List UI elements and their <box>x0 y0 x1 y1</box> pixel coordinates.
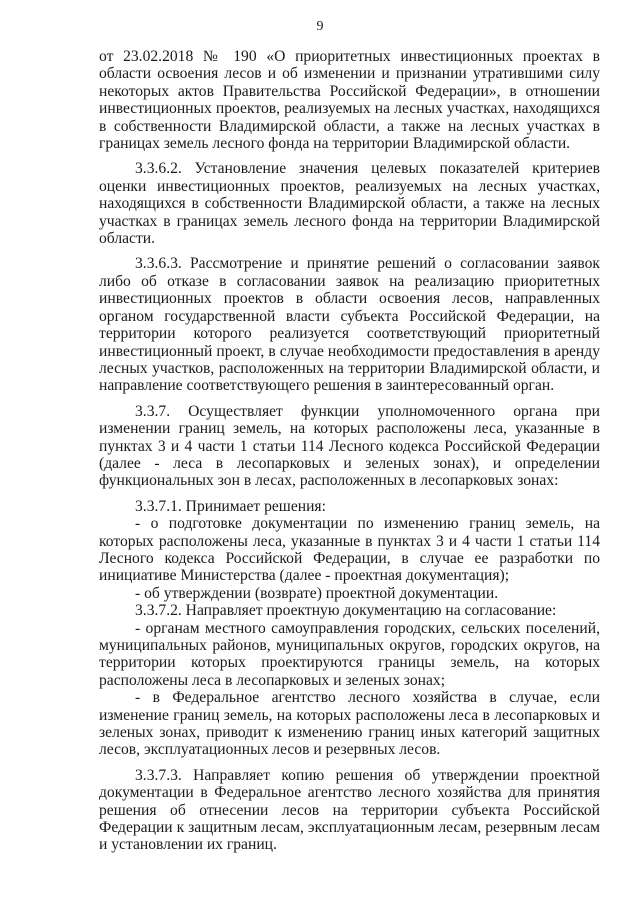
paragraph-3-3-7-3: 3.3.7.3. Направляет копию решения об утверждении проектной документации в Федеральное агентство лесного хозяйства для принятия решения об отнесении лесов на территории субъекта Российской Федерации к защитным лесам, эксплуатационным лесам, резервным лесам и установлении их границ. <box>99 766 600 854</box>
paragraph-3-3-6-2: 3.3.6.2. Установление значения целевых показателей критериев оценки инвестиционных проектов, реализуемых на лесных участках, находящихся в собственности Владимирской области, а также на лесных участках в границах земель лесного фонда на территории Владимирской области. <box>99 160 600 248</box>
page-number: 9 <box>316 19 324 34</box>
paragraph-3-3-7-2: 3.3.7.2. Направляет проектную документацию на согласование: <box>135 602 557 620</box>
paragraph-3-3-7-1: 3.3.7.1. Принимает решения: <box>135 497 326 515</box>
document-body <box>99 48 600 854</box>
paragraph-3-3-7: 3.3.7. Осуществляет функции уполномоченного органа при изменении границ земель, на которых расположены леса, указанные в пунктах 3 и 4 части 1 статьи 114 Лесного кодекса Российской Федерации (далее - леса в лесопарковых и зеленых зонах), и определении функциональных зон в лесах, расположенных в лесопарковых зонах: <box>99 402 600 490</box>
list-item-preparation: - о подготовке документации по изменению границ земель, на которых расположены леса, указанные в пунктах 3 и 4 части 1 статьи 114 Лесного кодекса Российской Федерации, в случае ее разработки по инициативе Министерства (далее - проектная документация); <box>99 515 600 585</box>
paragraph-continuation: от 23.02.2018 № 190 «О приоритетных инвестиционных проектах в области освоения лесов и об изменении и признании утратившими силу некоторых актов Правительства Российской Федерации», в отношении инвестиционных проектов, реализуемых на лесных участках, находящихся в собственности Владимирской области, а также на лесных участках в границах земель лесного фонда на территории Владимирской области. <box>99 48 600 153</box>
paragraph-3-3-6-3: 3.3.6.3. Рассмотрение и принятие решений о согласовании заявок либо об отказе в согласовании заявок на реализацию приоритетных инвестиционных проектов в области освоения лесов, направленных органом государственной власти субъекта Российской Федерации, на территории которого реализуется соответствующий приоритетный инвестиционный проект, в случае необходимости предоставления в аренду лесных участков, расположенных на территории Владимирской области, и направление соответствующего решения в заинтересованный орган. <box>99 255 600 395</box>
list-item-local-authorities: - органам местного самоуправления городских, сельских поселений, муниципальных районов, муниципальных округов, городских округов, на территории которых проектируются границы земель, на которых расположены леса в лесопарковых и зеленых зонах; <box>99 619 600 689</box>
list-item-federal-agency: - в Федеральное агентство лесного хозяйства в случае, если изменение границ земель, на которых расположены леса в лесопарковых и зеленых зонах, приводит к изменению границ иных категорий защитных лесов, эксплуатационных лесов и резервных лесов. <box>99 689 600 759</box>
list-item-approval: - об утверждении (возврате) проектной документации. <box>135 584 499 602</box>
